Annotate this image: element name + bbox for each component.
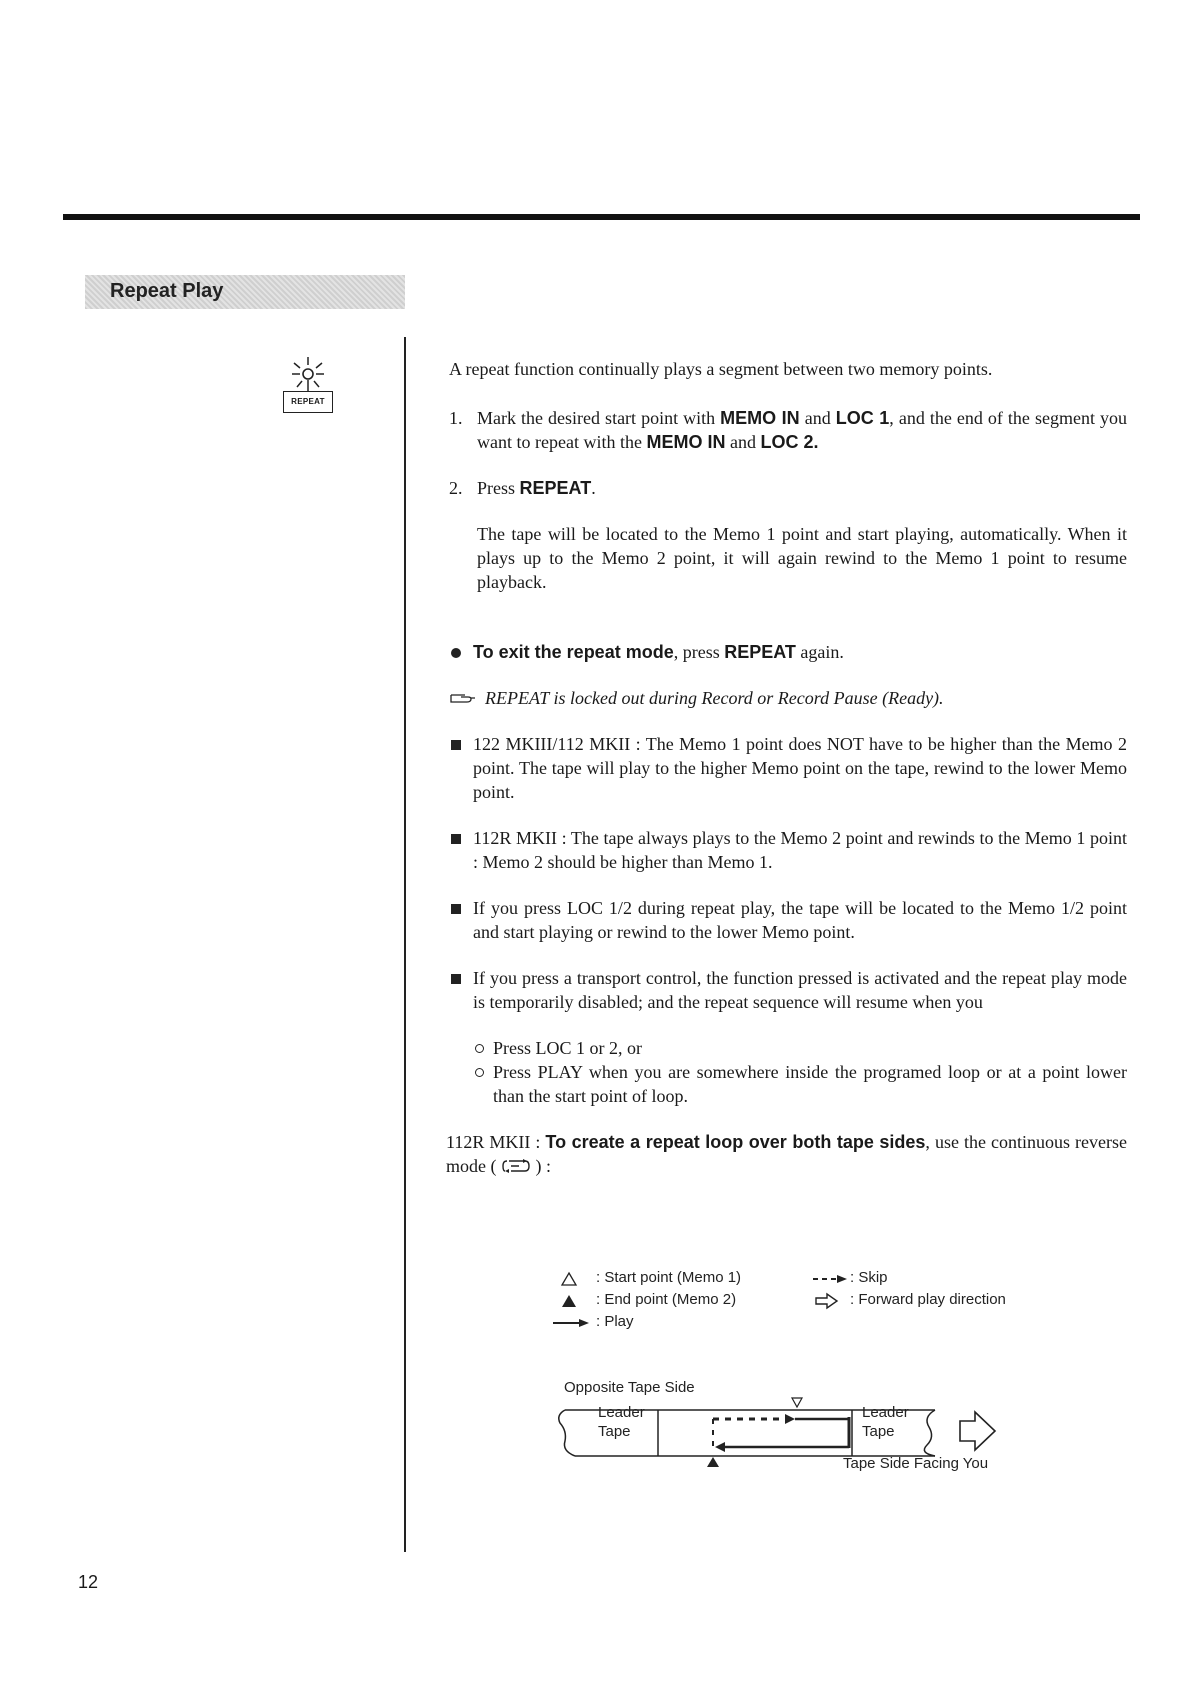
pointing-hand-icon bbox=[449, 688, 477, 712]
solid-triangle-icon bbox=[561, 1293, 581, 1309]
legend-right bbox=[813, 1267, 1006, 1311]
facing-side-label: Tape Side Facing You bbox=[843, 1455, 989, 1472]
skip-arrow-icon bbox=[813, 1273, 853, 1285]
intro-text: A repeat function continually plays a segment between two memory points. bbox=[449, 359, 993, 379]
main-content bbox=[446, 357, 1127, 1178]
exit-instruction: To exit the repeat mode, press REPEAT again. bbox=[449, 640, 1127, 664]
step-number: 1. bbox=[449, 408, 463, 428]
leader-label-right: Leader bbox=[862, 1404, 909, 1421]
legend-skip: : Skip bbox=[813, 1267, 1006, 1289]
legend-start: : Start point (Memo 1) bbox=[558, 1267, 741, 1289]
square-bullet-icon bbox=[451, 740, 461, 750]
step-2: 2. Press REPEAT. bbox=[449, 478, 596, 498]
square-bullet-icon bbox=[451, 904, 461, 914]
circle-bullet-icon bbox=[475, 1068, 484, 1077]
legend-end: : End point (Memo 2) bbox=[558, 1289, 741, 1311]
square-bullet-icon bbox=[451, 834, 461, 844]
tape-label-left: Tape bbox=[598, 1423, 631, 1440]
play-arrow-icon bbox=[553, 1317, 593, 1329]
section-title: Repeat Play bbox=[110, 280, 224, 302]
top-rule bbox=[63, 214, 1140, 220]
circle-bullet-icon bbox=[475, 1044, 484, 1053]
legend-forward: : Forward play direction bbox=[813, 1289, 1006, 1311]
list-item: 112R MKII : The tape always plays to the Memo 2 point and rewinds to the Memo 1 point : Memo 2 should be higher than Memo 1. bbox=[449, 826, 1127, 874]
legend-play: : Play bbox=[558, 1311, 741, 1333]
step-number: 2. bbox=[449, 478, 463, 498]
column-divider bbox=[404, 337, 406, 1552]
repeat-button-label: REPEAT bbox=[283, 391, 333, 413]
opposite-side-label: Opposite Tape Side bbox=[564, 1379, 695, 1396]
hollow-triangle-icon bbox=[561, 1271, 581, 1287]
note: REPEAT is locked out during Record or Record Pause (Ready). bbox=[449, 686, 1127, 710]
list-item: If you press a transport control, the function pressed is activated and the repeat play mode is temporarily disabled; and the repeat sequence will resume when you bbox=[449, 966, 1127, 1014]
sub-item: Press LOC 1 or 2, or bbox=[473, 1036, 1127, 1060]
square-bullet-icon bbox=[451, 974, 461, 984]
continuous-reverse-icon bbox=[501, 1156, 531, 1176]
repeat-lamp-icon bbox=[283, 355, 335, 417]
tape-label-right: Tape bbox=[862, 1423, 895, 1440]
list-item: 122 MKIII/112 MKII : The Memo 1 point does NOT have to be higher than the Memo 2 point. The tape will play to the higher Memo point on the tape, rewind to the lower Memo point. bbox=[449, 732, 1127, 804]
leader-label-left: Leader bbox=[598, 1404, 645, 1421]
page-number: 12 bbox=[78, 1572, 99, 1592]
sub-item: Press PLAY when you are somewhere inside the programed loop or at a point lower than the start point of loop. bbox=[473, 1060, 1127, 1108]
forward-direction-icon bbox=[815, 1292, 845, 1310]
step-1: 1. Mark the desired start point with MEMO IN and LOC 1, and the end of the segment you want to repeat with the MEMO IN and LOC 2. bbox=[449, 408, 1127, 452]
loop-instruction: 112R MKII : To create a repeat loop over both tape sides, use the continuous reverse mode ( ) : bbox=[446, 1132, 1127, 1176]
bullet-dot-icon bbox=[451, 648, 461, 658]
step-2-description: The tape will be located to the Memo 1 point and start playing, automatically. When it plays up to the Memo 2 point, it will again rewind to the Memo 1 point to resume playback. bbox=[477, 524, 1127, 592]
list-item: If you press LOC 1/2 during repeat play, the tape will be located to the Memo 1/2 point and start playing or rewind to the lower Memo point. bbox=[449, 896, 1127, 944]
legend-left bbox=[558, 1267, 741, 1333]
